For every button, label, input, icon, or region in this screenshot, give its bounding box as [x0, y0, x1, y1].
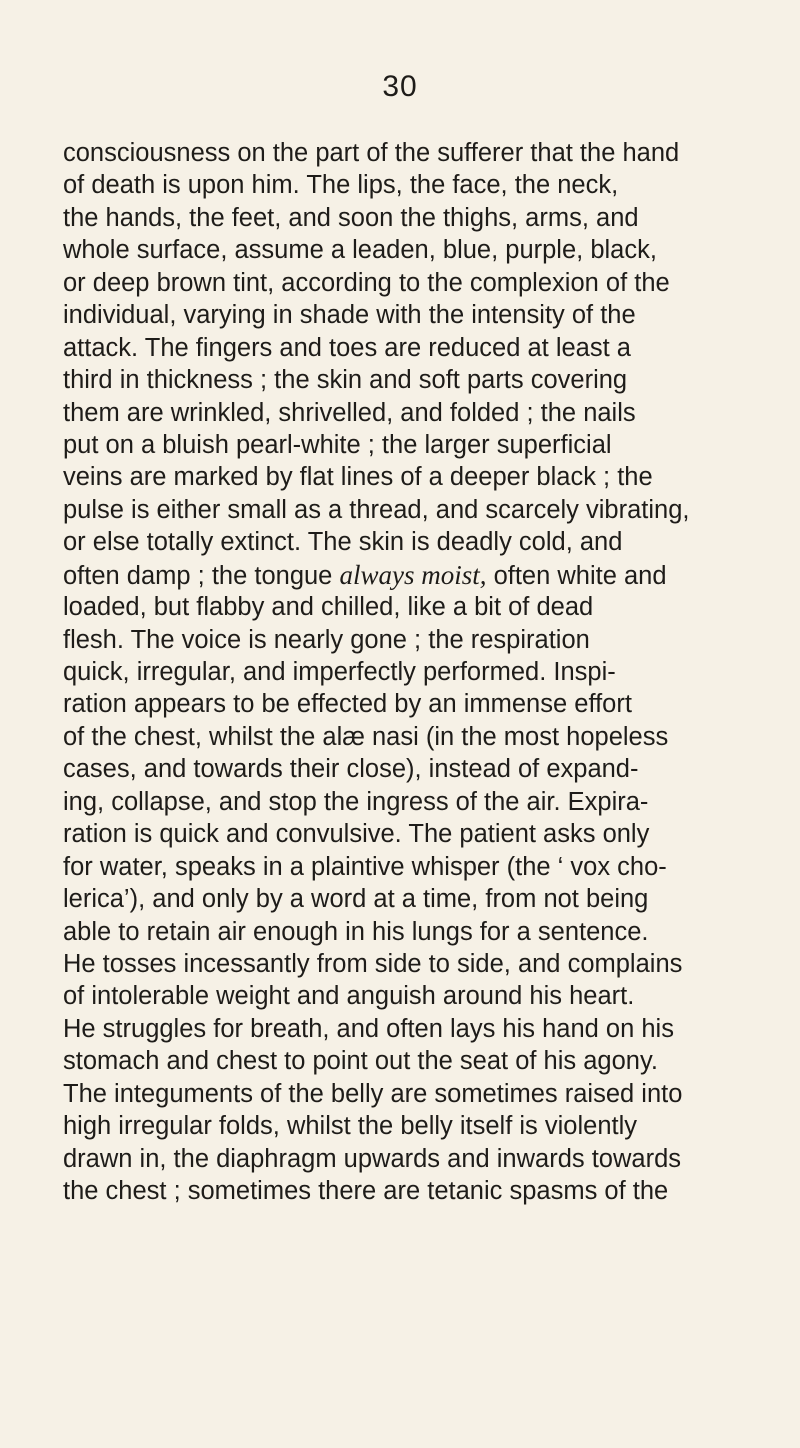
text-segment: high irregular folds, whilst the belly itself is violently	[63, 1112, 637, 1141]
text-line	[63, 916, 753, 948]
text-segment: third in thickness ; the skin and soft parts covering	[63, 366, 628, 395]
text-segment: of intolerable weight and anguish around his heart.	[63, 982, 635, 1011]
text-line	[63, 526, 753, 558]
text-line	[63, 299, 753, 331]
text-line	[63, 1143, 753, 1175]
text-segment: for water, speaks in a plaintive whisper (the ‘ vox cho-	[63, 852, 667, 881]
text-segment: able to retain air enough in his lungs for a sentence.	[63, 917, 649, 946]
text-line	[63, 1045, 753, 1077]
text-line	[63, 1110, 753, 1142]
text-segment: lerica’), and only by a word at a time, from not being	[63, 885, 649, 914]
text-line	[63, 559, 753, 591]
text-segment: The integuments of the belly are sometimes raised into	[63, 1079, 683, 1108]
text-segment: them are wrinkled, shrivelled, and folded ; the nails	[63, 398, 636, 427]
text-segment: consciousness on the part of the sufferer that the hand	[63, 139, 680, 167]
text-line	[63, 494, 753, 526]
text-line	[63, 591, 753, 623]
text-segment: loaded, but flabby and chilled, like a bit of dead	[63, 593, 594, 622]
text-line	[63, 397, 753, 429]
text-line	[63, 364, 753, 396]
text-segment: stomach and chest to point out the seat of his agony.	[63, 1047, 658, 1076]
text-line	[63, 753, 753, 785]
text-segment: whole surface, assume a leaden, blue, purple, black,	[63, 236, 657, 265]
text-segment: flesh. The voice is nearly gone ; the respiration	[63, 625, 590, 654]
text-segment: cases, and towards their close), instead of expand-	[63, 755, 639, 784]
italic-text-segment: always moist,	[339, 559, 487, 590]
text-line	[63, 818, 753, 850]
text-segment: put on a bluish pearl-white ; the larger superficial	[63, 430, 612, 459]
text-segment: He tosses incessantly from side to side, and complains	[63, 949, 683, 978]
text-segment: pulse is either small as a thread, and scarcely vibrating,	[63, 495, 690, 524]
text-line	[63, 883, 753, 915]
text-segment: or deep brown tint, according to the complexion of the	[63, 268, 670, 297]
text-line	[63, 1013, 753, 1045]
text-line	[63, 429, 753, 461]
text-segment: ing, collapse, and stop the ingress of the air. Expira-	[63, 787, 649, 816]
text-line	[63, 202, 753, 234]
text-line	[63, 137, 753, 169]
text-line	[63, 267, 753, 299]
text-segment: the hands, the feet, and soon the thighs, arms, and	[63, 203, 639, 232]
page-number: 30	[382, 70, 418, 103]
text-segment: of death is upon him. The lips, the face, the neck,	[63, 171, 619, 200]
body-text	[63, 137, 753, 1207]
text-segment: or else totally extinct. The skin is deadly cold, and	[63, 528, 623, 557]
text-line	[63, 169, 753, 201]
text-segment: ration appears to be effected by an immense effort	[63, 690, 632, 719]
text-line	[63, 332, 753, 364]
text-line	[63, 688, 753, 720]
text-line	[63, 786, 753, 818]
text-line	[63, 234, 753, 266]
text-line	[63, 1175, 753, 1207]
text-segment: often damp ; the tongue	[63, 561, 340, 590]
text-segment: drawn in, the diaphragm upwards and inwards towards	[63, 1144, 682, 1173]
text-segment: He struggles for breath, and often lays his hand on his	[63, 1014, 674, 1043]
text-segment: of the chest, whilst the alæ nasi (in the most hopeless	[63, 722, 669, 751]
text-segment: quick, irregular, and imperfectly performed. Inspi-	[63, 658, 616, 686]
text-line	[63, 851, 753, 883]
text-line	[63, 656, 753, 688]
text-segment: ration is quick and convulsive. The patient asks only	[63, 820, 650, 849]
text-segment: the chest ; sometimes there are tetanic spasms of the	[63, 1177, 669, 1205]
text-segment: attack. The fingers and toes are reduced at least a	[63, 333, 631, 362]
text-segment: often white and	[486, 561, 667, 590]
text-line	[63, 948, 753, 980]
text-line	[63, 624, 753, 656]
text-segment: veins are marked by flat lines of a deeper black ; the	[63, 463, 653, 492]
text-segment: individual, varying in shade with the intensity of the	[63, 301, 636, 330]
text-line	[63, 1078, 753, 1110]
text-line	[63, 980, 753, 1012]
text-line	[63, 721, 753, 753]
text-line	[63, 461, 753, 493]
